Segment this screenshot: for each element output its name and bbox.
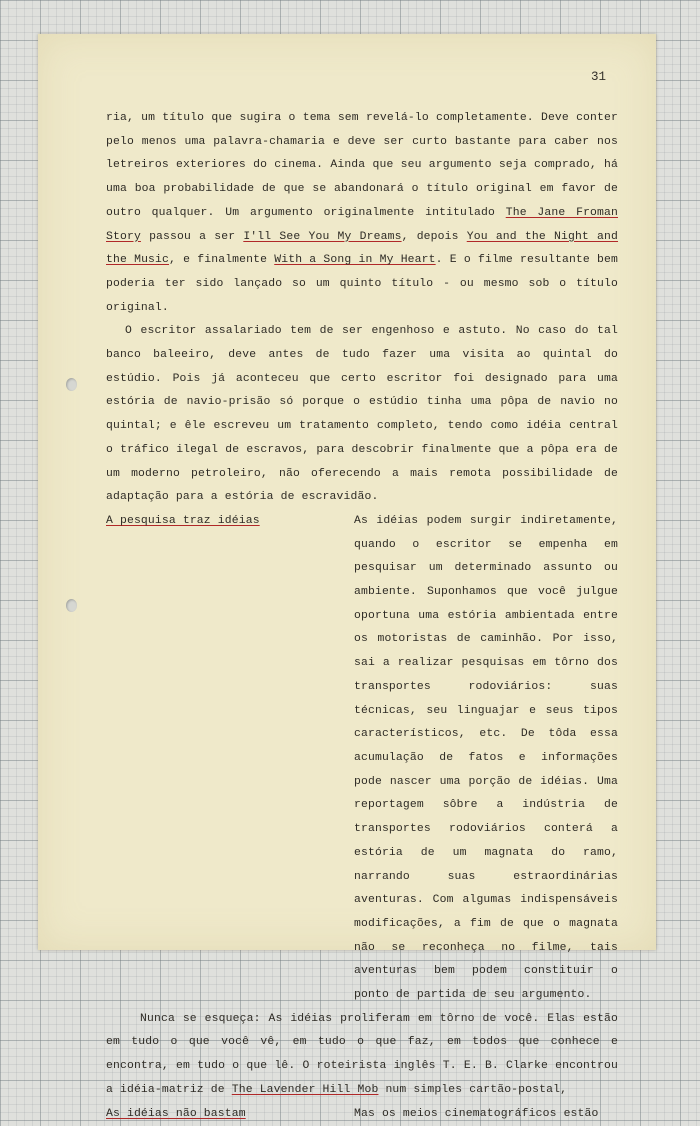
section-heading: A pesquisa traz idéias [106, 514, 260, 527]
text-run: Nunca se esqueça: As idéias proliferam em tôrno de você. Elas estão em tudo o que você vê, em tudo o que faz, em todos que conhece e encontra, em tudo o que lê. O roteirista inglês T. E. B. Clarke encontrou a idéia-matriz de [106, 1012, 618, 1096]
underlined-title: With a Song in My Heart [274, 254, 436, 267]
binder-hole-top [66, 378, 77, 391]
paragraph [106, 320, 618, 510]
paragraph [106, 510, 618, 1008]
underlined-title: The Lavender Hill Mob [231, 1083, 379, 1096]
text-run: Mas os meios cinematográficos estão [354, 1107, 599, 1120]
page-number: 31 [591, 70, 607, 84]
section-block [106, 1103, 618, 1126]
section-block [106, 510, 618, 1008]
body-text [106, 107, 618, 1126]
section-heading: As idéias não bastam [106, 1107, 246, 1120]
underlined-title: I'll See You My Dreams [243, 230, 402, 243]
underlined-title: You and the Night and the Music [106, 230, 619, 267]
text-run: . E o filme resultante bem poderia ter sido lançado so um quinto título - ou mesmo sob o título original. [106, 254, 618, 314]
paragraph [106, 1103, 618, 1126]
paragraph [106, 1008, 618, 1103]
typewritten-page [38, 34, 656, 1120]
text-run: , depois [401, 230, 467, 243]
text-run: , e finalmente [169, 254, 275, 267]
text-run: num simples cartão-postal, [378, 1083, 568, 1096]
binder-hole-bottom [66, 599, 77, 612]
text-run: O escritor assalariado tem de ser engenhoso e astuto. No caso do tal banco baleeiro, deve antes de tudo fazer uma visita ao quintal do estúdio. Pois já aconteceu que certo escritor foi designado para uma estória de navio-prisão só porque o estúdio tinha uma pôpa de navio no quintal; e êle escreveu um tratamento completo, tendo como idéia central o tráfico ilegal de escravos, para descobrir finalmente que a pôpa era de um moderno petroleiro, não oferecendo a mais remota possibilidade de adaptação para a estória de escravidão. [106, 325, 618, 504]
text-run: passou a ser [140, 230, 244, 243]
paragraph [106, 107, 618, 320]
text-run: As idéias podem surgir indiretamente, quando o escritor se empenha em pesquisar um determinado assunto ou ambiente. Suponhamos que você julgue oportuna uma estória ambientada entre os motoristas de caminhão. Por isso, sai a realizar pesquisas em tôrno dos transportes rodoviários: suas técnicas, seu linguajar e seus tipos característicos, etc. De tôda essa acumulação de fatos e informações pode nascer uma porção de idéias. Uma reportagem sôbre a indústria de transportes rodoviários conterá a estória de um magnata do ramo, narrando suas estraordinárias aventuras. Com algumas indispensáveis modificações, a fim de que o magnata não se reconheça no filme, tais aventuras bem podem constituir o ponto de partida de seu argumento. [354, 514, 618, 1002]
underlined-title: The Jane Froman Story [106, 206, 618, 243]
text-run: ria, um título que sugira o tema sem revelá-lo completamente. Deve conter pelo menos uma palavra-chamaria e deve ser curto bastante para caber nos letreiros exteriores do cinema. Ainda que seu argumento seja comprado, há uma boa probabilidade de que se abandonará o título original em favor de outro qualquer. Um argumento originalmente intitulado [106, 112, 618, 219]
